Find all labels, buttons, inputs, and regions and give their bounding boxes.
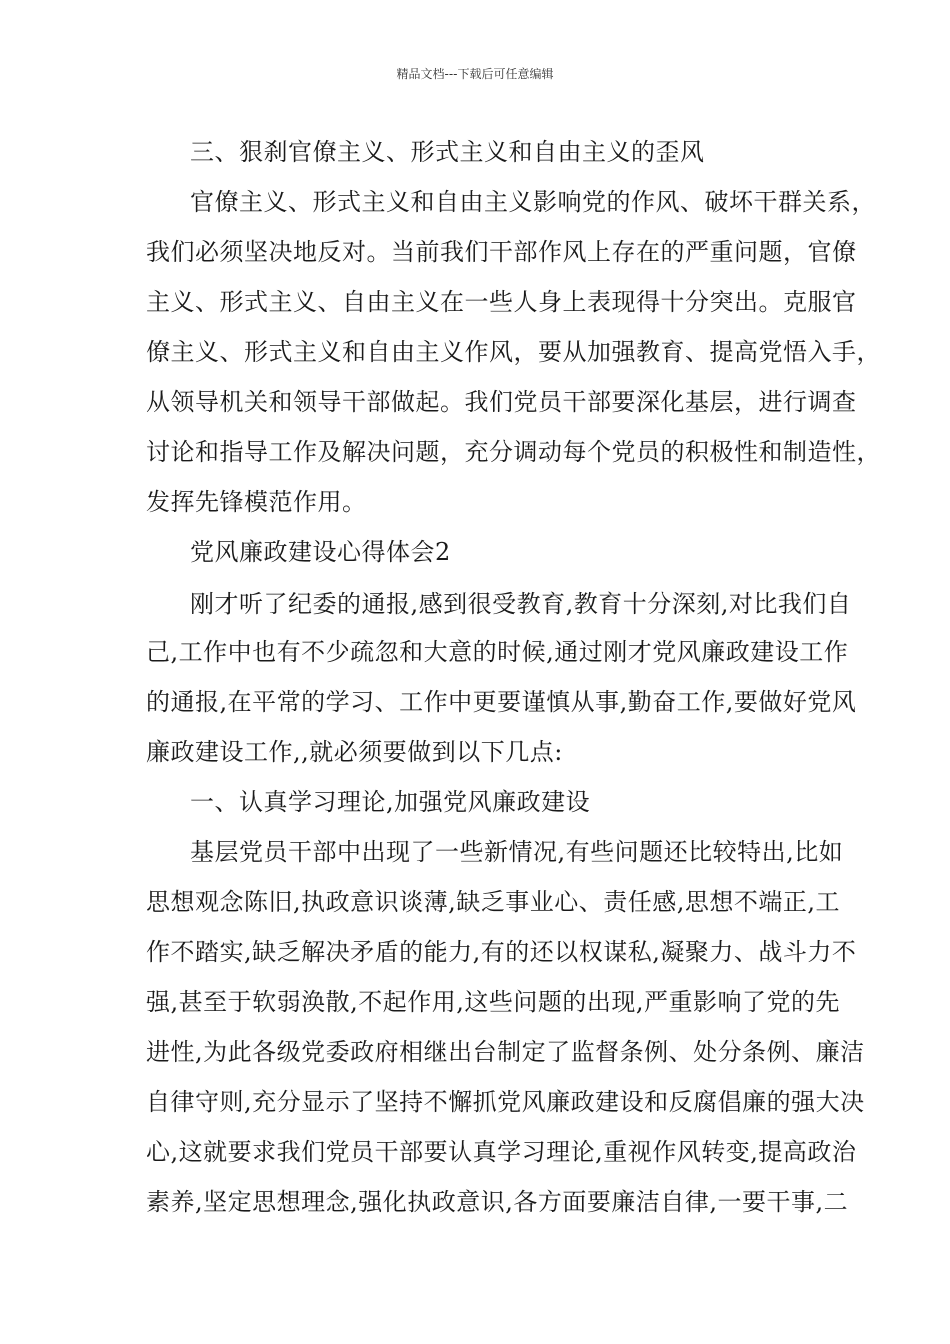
paragraph-line: 心,这就要求我们党员干部要认真学习理论,重视作风转变,提高政治 xyxy=(146,1138,857,1166)
paragraph-line: 发挥先锋模范作用。 xyxy=(146,488,367,516)
paragraph-line: 的通报,在平常的学习、工作中更要谨慎从事,勤奋工作,要做好党风 xyxy=(146,688,857,716)
paragraph-line: 官僚主义、形式主义和自由主义影响党的作风、破坏干群关系， xyxy=(190,188,876,216)
paragraph-line: 作不踏实,缺乏解决矛盾的能力,有的还以权谋私,凝聚力、战斗力不 xyxy=(146,938,857,966)
paragraph-line: 廉政建设工作,,就必须要做到以下几点: xyxy=(146,738,563,766)
paragraph-line: 进性,为此各级党委政府相继出台制定了监督条例、处分条例、廉洁 xyxy=(146,1038,865,1066)
section-heading-3: 三、狠刹官僚主义、形式主义和自由主义的歪风 xyxy=(190,138,705,166)
paragraph-line: 讨论和指导工作及解决问题，充分调动每个党员的积极性和制造性， xyxy=(146,438,881,466)
paragraph-line: 刚才听了纪委的通报,感到很受教育,教育十分深刻,对比我们自 xyxy=(190,590,852,618)
paragraph-line: 己,工作中也有不少疏忽和大意的时候,通过刚才党风廉政建设工作 xyxy=(146,638,849,666)
paragraph-line: 思想观念陈旧,执政意识谈薄,缺乏事业心、责任感,思想不端正,工 xyxy=(146,888,841,916)
paragraph-line: 自律守则,充分显示了坚持不懈抓党风廉政建设和反腐倡廉的强大决 xyxy=(146,1088,865,1116)
paragraph-line: 基层党员干部中出现了一些新情况,有些问题还比较特出,比如 xyxy=(190,838,844,866)
page-header: 精品文档---下载后可任意编辑 xyxy=(396,67,554,81)
paragraph-line: 僚主义、形式主义和自由主义作风，要从加强教育、提高党悟入手， xyxy=(146,338,881,366)
article-title: 党风廉政建设心得体会2 xyxy=(190,538,451,566)
section-heading-1: 一、认真学习理论,加强党风廉政建设 xyxy=(190,788,591,816)
paragraph-line: 强,甚至于软弱涣散,不起作用,这些问题的出现,严重影响了党的先 xyxy=(146,988,841,1016)
paragraph-line: 主义、形式主义、自由主义在一些人身上表现得十分突出。克服官 xyxy=(146,288,857,316)
paragraph-line: 我们必须坚决地反对。当前我们干部作风上存在的严重问题，官僚 xyxy=(146,238,857,266)
paragraph-line: 从领导机关和领导干部做起。我们党员干部要深化基层，进行调查 xyxy=(146,388,857,416)
paragraph-line: 素养,坚定思想理念,强化执政意识,各方面要廉洁自律,一要干事,二 xyxy=(146,1188,849,1216)
